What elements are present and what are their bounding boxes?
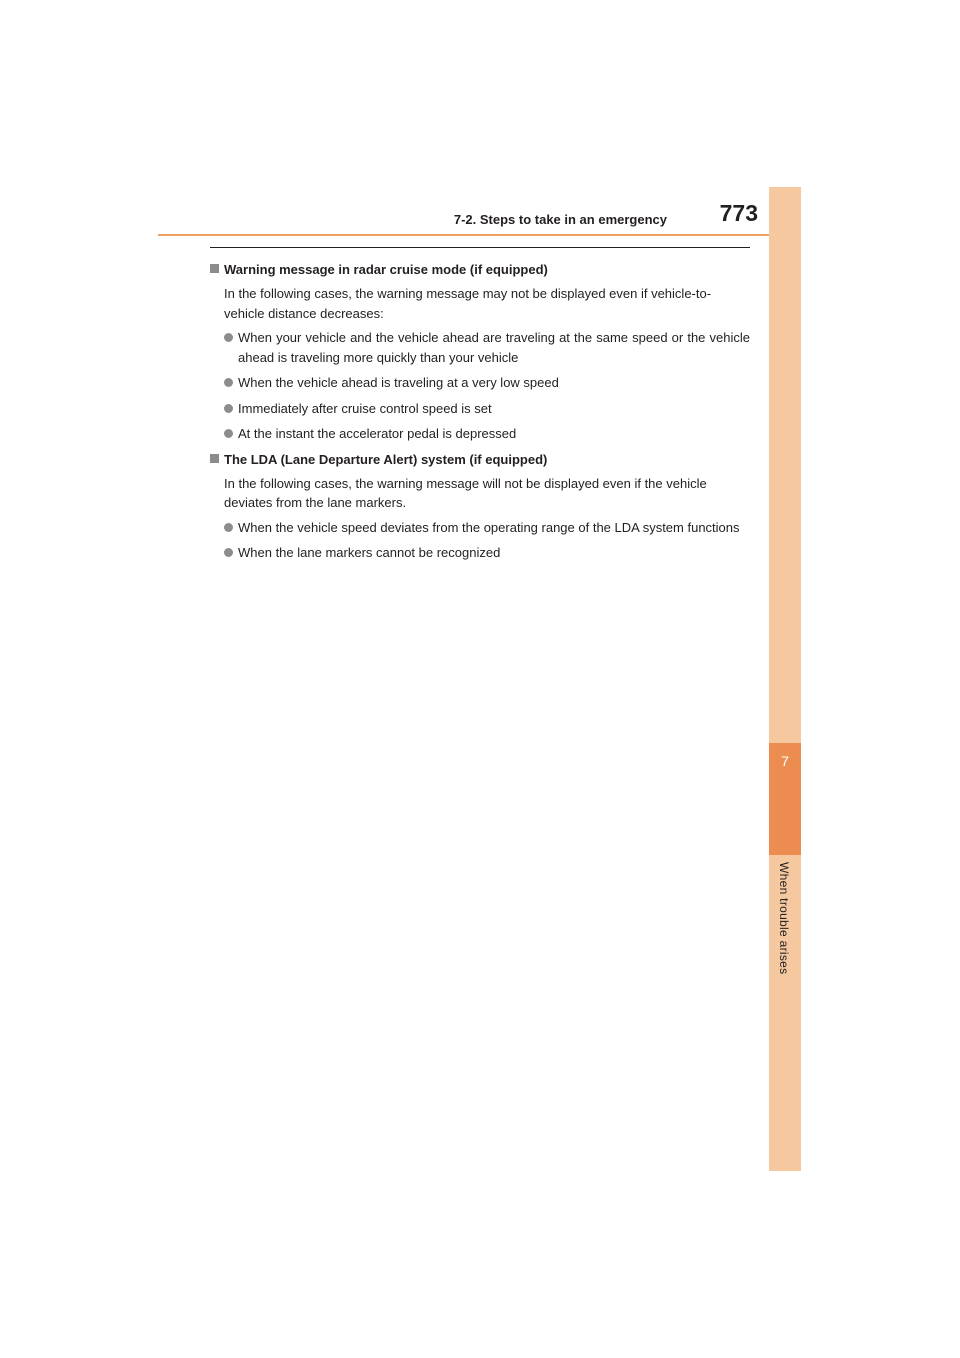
list-item-text: At the instant the accelerator pedal is depressed (238, 426, 517, 441)
round-bullet-icon (224, 333, 233, 342)
chapter-title: When trouble arises (777, 862, 791, 975)
list-item (210, 424, 750, 444)
section-heading-text: The LDA (Lane Departure Alert) system (if equipped) (224, 451, 548, 467)
section-intro: In the following cases, the warning message will not be displayed even if the vehicle deviates from the lane markers. (224, 475, 707, 510)
section-heading (210, 260, 750, 280)
section-lda (210, 450, 750, 563)
content-area (210, 247, 750, 569)
page-header (158, 198, 800, 236)
round-bullet-icon (224, 429, 233, 438)
list-item-text: When the vehicle ahead is traveling at a very low speed (238, 375, 559, 390)
section-heading (210, 450, 750, 470)
section-title: 7-2. Steps to take in an emergency (453, 212, 667, 227)
section-radar-cruise (210, 260, 750, 444)
list-item (210, 373, 750, 393)
list-item (210, 518, 750, 538)
list-item-text: When the vehicle speed deviates from the operating range of the LDA system functions (238, 519, 740, 535)
section-heading-text: Warning message in radar cruise mode (if equipped) (224, 262, 548, 277)
list-item-text: When the lane markers cannot be recognized (238, 545, 501, 560)
round-bullet-icon (224, 404, 233, 413)
round-bullet-icon (224, 548, 233, 557)
list-item (210, 328, 750, 367)
chapter-tab (769, 743, 801, 855)
page-number: 773 (719, 200, 758, 226)
section-intro: In the following cases, the warning message may not be displayed even if vehicle-to-vehicle distance decreases: (224, 286, 712, 321)
round-bullet-icon (224, 523, 233, 532)
square-bullet-icon (210, 454, 219, 463)
chapter-tab-strip (769, 187, 801, 1171)
list-item-text: Immediately after cruise control speed is set (238, 400, 492, 416)
chapter-number: 7 (781, 753, 789, 769)
list-item (210, 543, 750, 563)
list-item (210, 399, 750, 419)
round-bullet-icon (224, 378, 233, 387)
square-bullet-icon (210, 264, 219, 273)
list-item-text: When your vehicle and the vehicle ahead are traveling at the same speed or the vehicle ahead is traveling more quickly than your vehicle (238, 330, 750, 365)
